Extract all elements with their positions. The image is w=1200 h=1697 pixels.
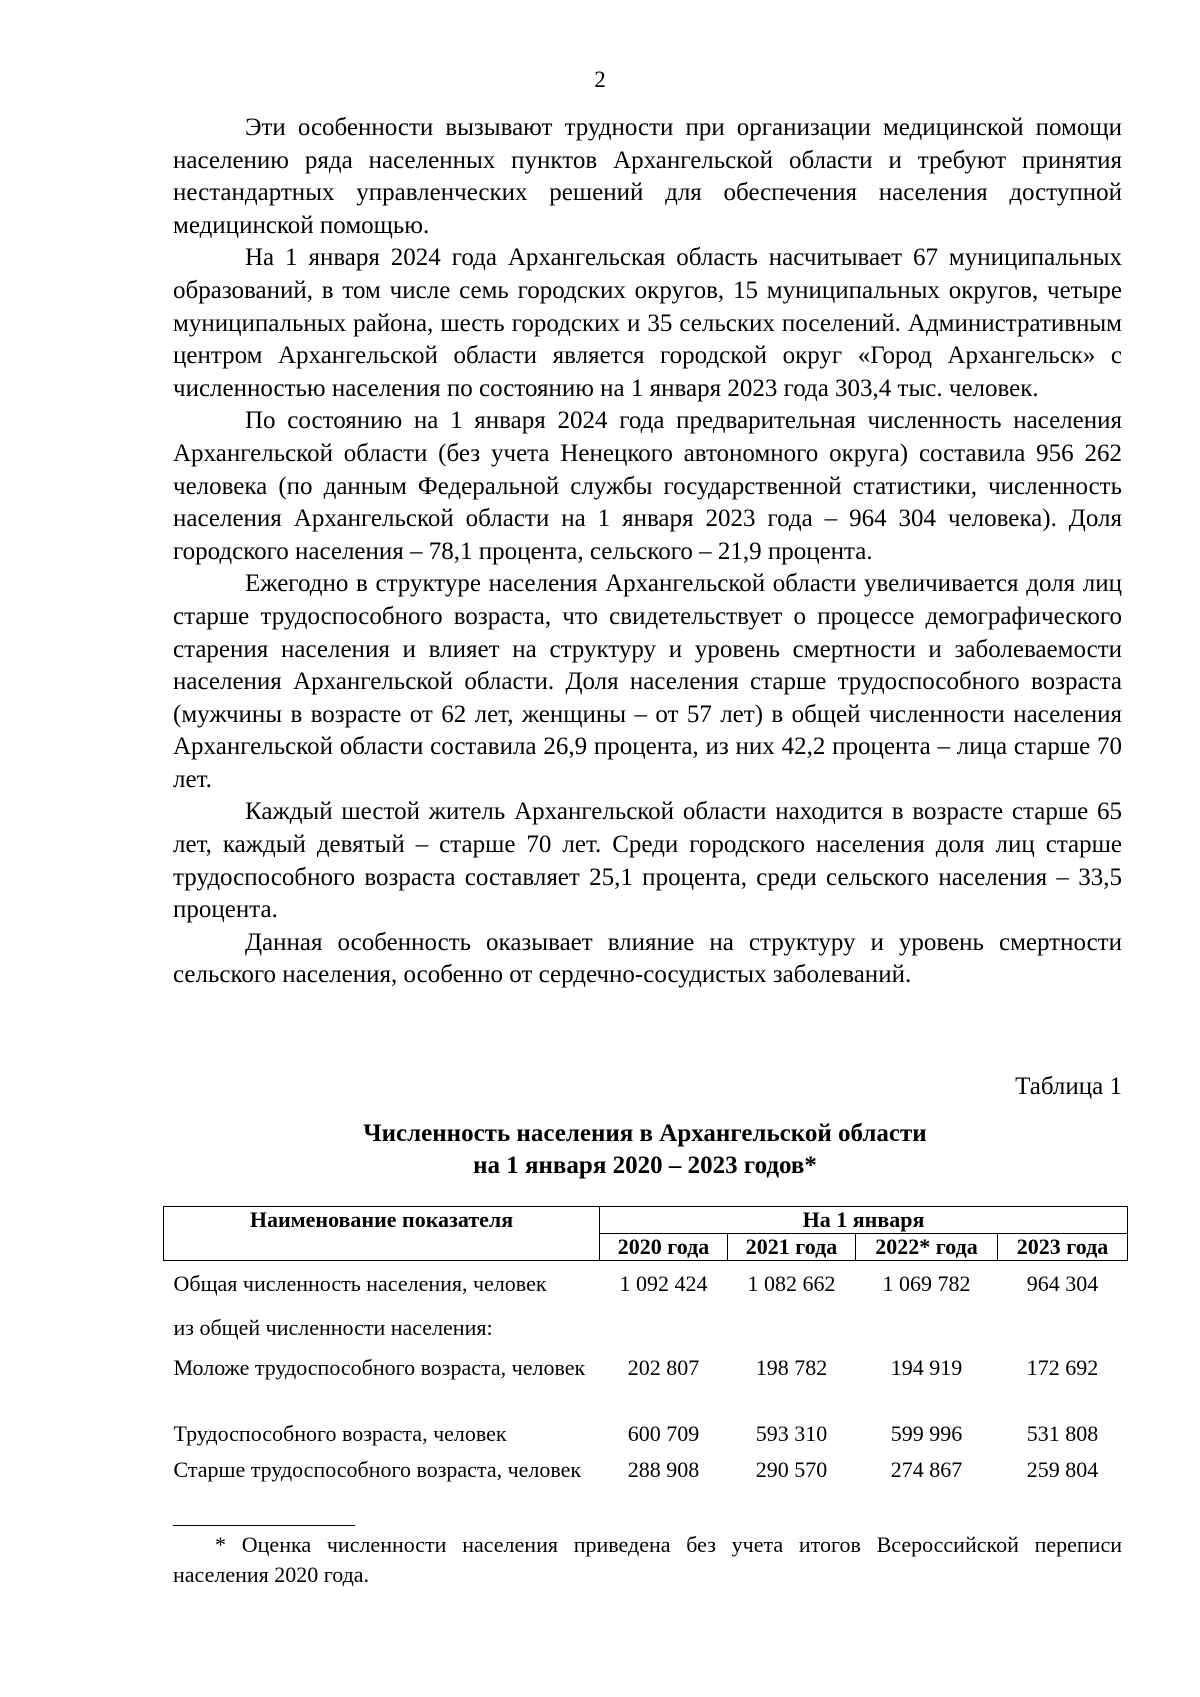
table-header-row-1 <box>164 1207 1128 1234</box>
header-year-2022: 2022* года <box>856 1234 998 1261</box>
table-row <box>164 1345 1128 1411</box>
row-label: Старше трудоспособного возраста, человек <box>173 1457 582 1482</box>
paragraph-1: Эти особенности вызывают трудности при организации медицинской помощи населению ряда населенных пунктов Архангельской области и требуют принятия нестандартных управленческих решений для обеспечения населения доступной медицинской помощью. <box>173 114 1122 239</box>
header-year-2023: 2023 года <box>998 1234 1128 1261</box>
table-row <box>164 1261 1128 1308</box>
cell-value: 1 082 662 <box>747 1271 836 1296</box>
cell-value: 1 069 782 <box>882 1271 971 1296</box>
page-number: 2 <box>594 67 606 92</box>
header-year-2020: 2020 года <box>600 1234 728 1261</box>
header-year-2021: 2021 года <box>728 1234 856 1261</box>
row-label: Моложе трудоспособного возраста, человек <box>173 1355 586 1380</box>
cell-value: 259 804 <box>1026 1457 1099 1482</box>
cell-value: 288 908 <box>627 1457 700 1482</box>
cell-empty <box>728 1307 856 1345</box>
row-label: Трудоспособного возраста, человек <box>173 1421 507 1446</box>
header-indicator: Наименование показателя <box>164 1207 600 1261</box>
table-row <box>164 1307 1128 1345</box>
cell-empty <box>600 1307 728 1345</box>
table-label: Таблица 1 <box>1015 1073 1122 1100</box>
paragraph-5: Каждый шестой житель Архангельской области находится в возрасте старше 65 лет, каждый девятый – старше 70 лет. Среди городского населения доля лиц старше трудоспособного возраста составляет 25,1 процента, среди сельского населения – 33,5 процента. <box>173 798 1122 924</box>
row-label: Общая численность населения, человек <box>173 1271 547 1296</box>
cell-value: 1 092 424 <box>619 1271 708 1296</box>
cell-value: 274 867 <box>890 1457 963 1482</box>
paragraph-2: На 1 января 2024 года Архангельская область насчитывает 67 муниципальных образований, в том числе семь городских округов, 15 муниципальных округов, четыре муниципальных района, шесть городских и 35 сельских поселений. Административным центром Архангельской области является городской округ «Город Архангельск» с численностью населения по состоянию на 1 января 2023 года 303,4 тыс. человек. <box>173 244 1122 402</box>
cell-value: 194 919 <box>890 1355 963 1380</box>
table-row <box>164 1411 1128 1447</box>
cell-value: 290 570 <box>755 1457 828 1482</box>
cell-value: 531 808 <box>1026 1421 1099 1446</box>
cell-value: 202 807 <box>627 1355 700 1380</box>
cell-value: 172 692 <box>1026 1355 1099 1380</box>
cell-value: 599 996 <box>890 1421 963 1446</box>
cell-value: 600 709 <box>627 1421 700 1446</box>
footnote-divider <box>173 1525 355 1526</box>
table-title <box>0 1118 1200 1182</box>
header-group: На 1 января <box>600 1207 1128 1234</box>
table-title-line-2: на 1 января 2020 – 2023 годов* <box>473 1152 817 1179</box>
table-title-line-1: Численность населения в Архангельской области <box>363 1120 927 1147</box>
cell-value: 593 310 <box>755 1421 828 1446</box>
body-text <box>173 112 1122 992</box>
table-row <box>164 1447 1128 1509</box>
cell-value: 964 304 <box>1026 1271 1099 1296</box>
paragraph-4: Ежегодно в структуре населения Архангельской области увеличивается доля лиц старше трудоспособного возраста, что свидетельствует о процессе демографического старения населения и влияет на структуру и уровень смертности и заболеваемости населения Архангельской области. Доля населения старше трудоспособного возраста (мужчины в возрасте от 62 лет, женщины – от 57 лет) в общей численности населения Архангельской области составила 26,9 процента, из них 42,2 процента – лица старше 70 лет. <box>173 570 1122 793</box>
row-label: из общей численности населения: <box>173 1315 493 1340</box>
cell-empty <box>998 1307 1128 1345</box>
paragraph-3: По состоянию на 1 января 2024 года предварительная численность населения Архангельской области (без учета Ненецкого автономного округа) составила 956 262 человека (по данным Федеральной службы государственной статистики, численность населения Архангельской области на 1 января 2023 года – 964 304 человека). Доля городского населения – 78,1 процента, сельского – 21,9 процента. <box>173 407 1122 565</box>
cell-empty <box>856 1307 998 1345</box>
population-table <box>163 1206 1128 1509</box>
footnote: * Оценка численности населения приведена без учета итогов Всероссийской переписи населения 2020 года. <box>173 1532 1122 1587</box>
paragraph-6: Данная особенность оказывает влияние на структуру и уровень смертности сельского населения, особенно от сердечно-сосудистых заболеваний. <box>173 928 1122 989</box>
cell-value: 198 782 <box>755 1355 828 1380</box>
